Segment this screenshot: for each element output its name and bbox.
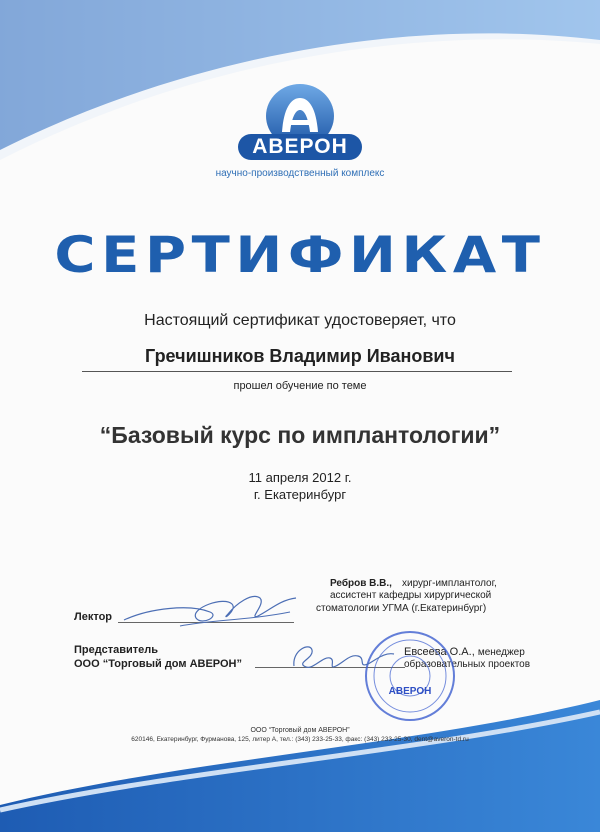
lecturer-signature	[120, 590, 300, 634]
lecturer-role-1: хирург-имплантолог,	[402, 578, 497, 589]
representative-label-2: ООО “Торговый дом АВЕРОН”	[74, 658, 242, 670]
certificate-date: 11 апреля 2012 г.	[248, 470, 352, 485]
intro-text: Настоящий сертификат удостоверяет, что	[144, 312, 456, 329]
recipient-underline	[82, 371, 512, 372]
certificate-title: СЕРТИФИКАТ	[54, 226, 546, 284]
logo-subtitle: научно-производственный комплекс	[215, 168, 385, 179]
lecturer-role-3: стоматологии УГМА (г.Екатеринбург)	[316, 603, 487, 614]
representative-role: образовательных проектов	[404, 659, 531, 670]
lecturer-label: Лектор	[74, 611, 113, 623]
footer-address: 620146, Екатеринбург, Фурманова, 125, литер А, тел.: (343) 233-25-33, факс: (343) 233-25-30, dent@averon-td.ru	[131, 736, 469, 743]
representative-signature	[288, 636, 398, 680]
logo-wordmark: АВЕРОН	[252, 135, 348, 158]
certificate-city: г. Екатеринбург	[253, 487, 347, 502]
footer-company: ООО “Торговый дом АВЕРОН”	[250, 727, 350, 734]
recipient-name: Гречишников Владимир Иванович	[145, 346, 455, 366]
representative-label-1: Представитель	[74, 644, 158, 656]
lecturer-name: Ребров В.В.,	[330, 578, 392, 589]
stamp-text: АВЕРОН	[388, 686, 432, 697]
averon-logo	[238, 80, 362, 162]
course-title: “Базовый курс по имплантологии”	[99, 422, 501, 448]
lecturer-role-2: ассистент кафедры хирургической	[330, 590, 492, 601]
representative-name: Евсеева О.А., менеджер	[404, 646, 525, 658]
study-text: прошел обучение по теме	[233, 380, 367, 392]
